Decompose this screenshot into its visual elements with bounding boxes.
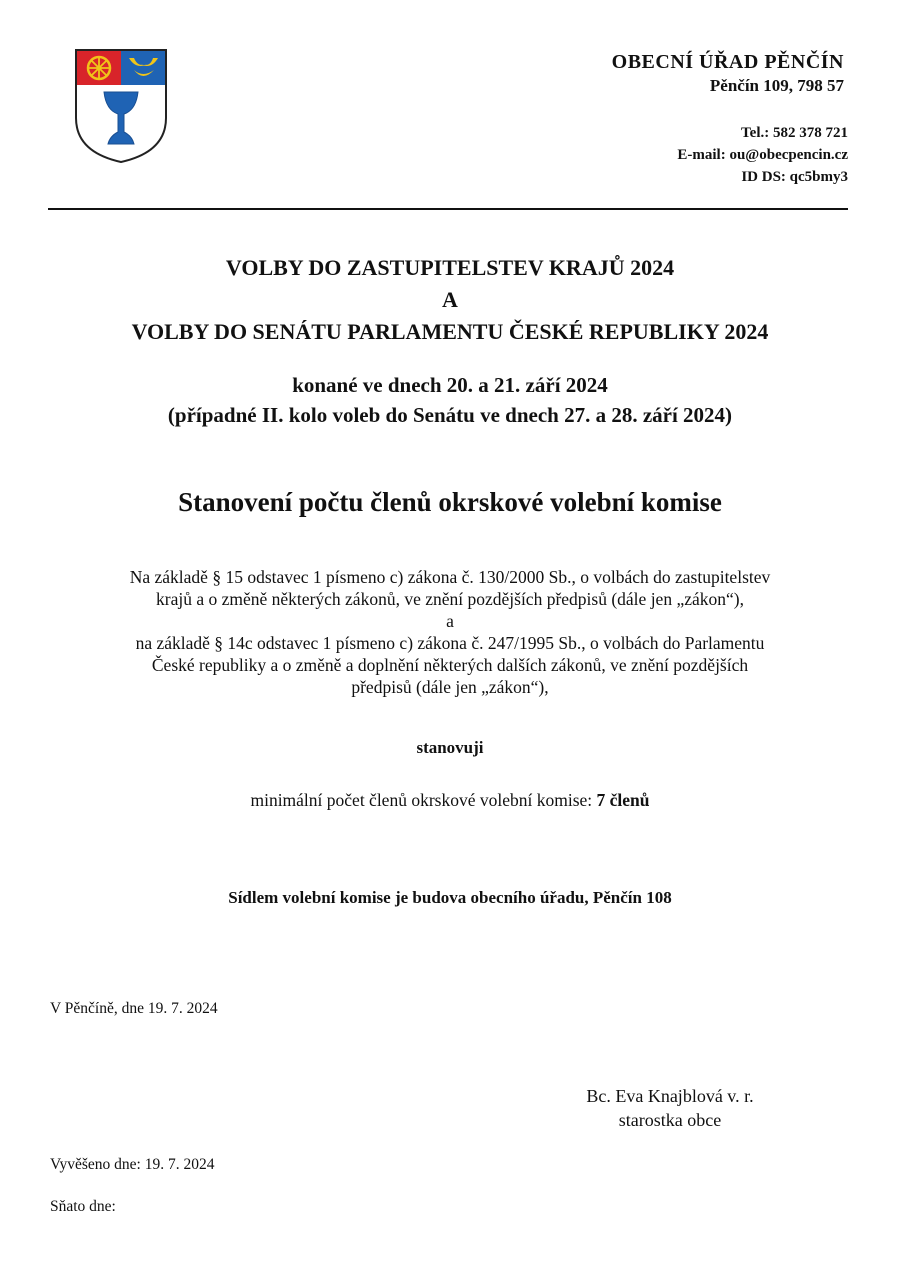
place-and-date: V Pěnčíně, dne 19. 7. 2024 [50,1000,218,1017]
signatory-name: Bc. Eva Knajblová v. r. [586,1086,754,1106]
elections-heading [0,252,900,348]
elections-dates [0,370,900,430]
header-divider [48,208,848,210]
coat-of-arms-icon [74,48,168,164]
posted-date: Vyvěšeno dne: 19. 7. 2024 [50,1156,215,1173]
office-header [612,50,844,98]
minimum-members-text: minimální počet členů okrskové volební komise: [250,790,597,810]
elections-line-3: VOLBY DO SENÁTU PARLAMENTU ČESKÉ REPUBLIKY 2024 [131,319,769,344]
legal-basis [0,566,900,698]
dates-line-1: konané ve dnech 20. a 21. září 2024 [292,373,608,397]
basis-and: a [446,611,454,631]
office-name: OBECNÍ ÚŘAD PĚNČÍN [611,51,844,73]
minimum-members [0,790,900,811]
removed-date: Sňato dne: [50,1198,116,1215]
decision-word: stanovuji [416,738,484,757]
office-contacts [677,122,848,188]
commission-seat: Sídlem volební komise je budova obecního úřadu, Pěnčín 108 [228,888,672,907]
basis-p2-line-1: na základě § 14c odstavec 1 písmeno c) zákona č. 247/1995 Sb., o volbách do Parlamentu [135,633,765,653]
basis-p2-line-3: předpisů (dále jen „zákon“), [351,677,549,697]
signature-block [566,1084,774,1132]
office-phone: Tel.: 582 378 721 [741,125,848,141]
basis-p2-line-2: České republiky a o změně a doplnění některých dalších zákonů, ve znění pozdějších [151,655,749,675]
dates-line-2: (případné II. kolo voleb do Senátu ve dnech 27. a 28. září 2024) [167,403,733,427]
office-data-box: ID DS: qc5bmy3 [741,169,848,185]
minimum-members-count: 7 členů [596,790,650,810]
basis-p1-line-1: Na základě § 15 odstavec 1 písmeno c) zákona č. 130/2000 Sb., o volbách do zastupitelstev [129,567,771,587]
elections-line-1: VOLBY DO ZASTUPITELSTEV KRAJŮ 2024 [225,255,675,280]
signatory-role: starostka obce [618,1110,722,1130]
elections-line-2: A [442,287,458,312]
office-address: Pěnčín 109, 798 57 [709,76,844,95]
basis-p1-line-2: krajů a o změně některých zákonů, ve znění pozdějších předpisů (dále jen „zákon“), [156,589,744,609]
document-title: Stanovení počtu členů okrskové volební komise [178,487,722,517]
office-email: E-mail: ou@obecpencin.cz [677,147,848,163]
